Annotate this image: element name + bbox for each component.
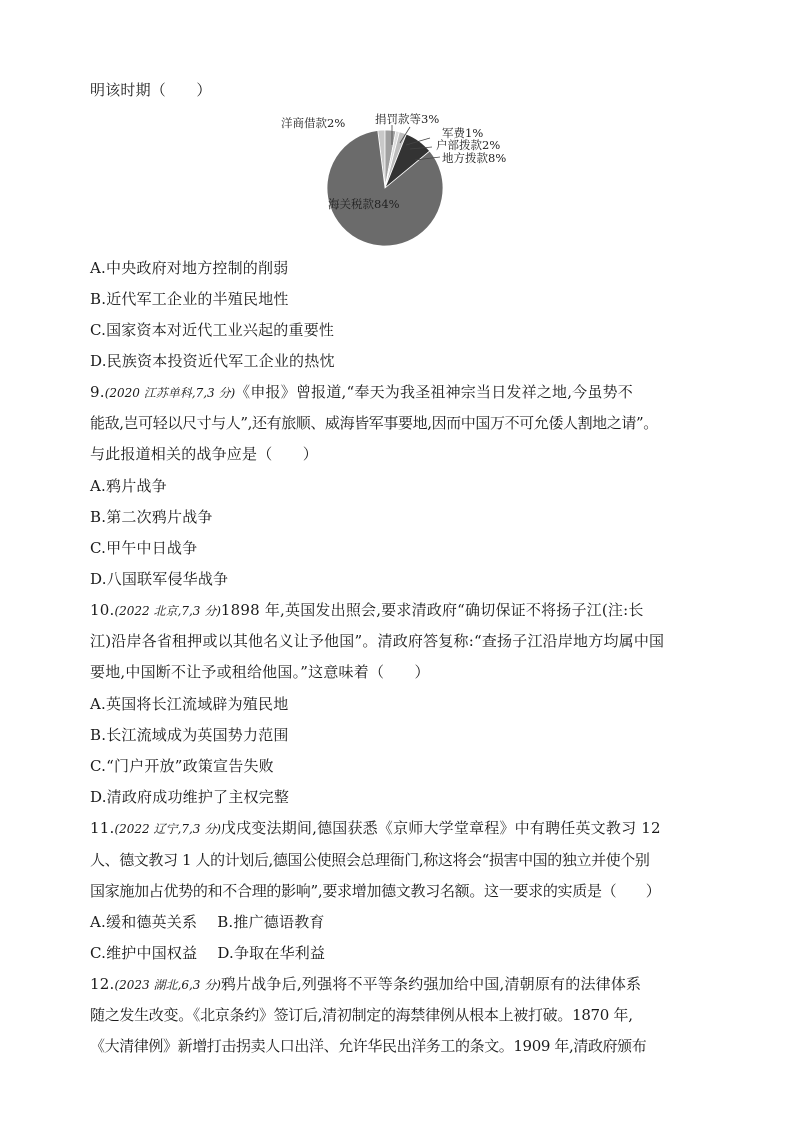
q9-stem-line1 (90, 382, 633, 403)
q11-option-c: C.维护中国权益 (90, 944, 198, 962)
pie-label-yangshang: 洋商借款2% (281, 116, 346, 130)
q11-option-a: A.缓和德英关系 (90, 913, 198, 931)
q9-source: (2020 江苏单科,7,3 分) (104, 386, 236, 400)
q11-stem-line1 (90, 818, 661, 839)
q8-option-d: D.民族资本投资近代军工企业的热忱 (90, 352, 335, 370)
q10-option-b: B.长江流域成为英国势力范围 (90, 726, 289, 744)
q8-option-b: B.近代军工企业的半殖民地性 (90, 290, 289, 308)
q12-stem-line1 (90, 974, 641, 995)
q11-options-row2 (90, 943, 325, 963)
q9-option-a: A.鸦片战争 (90, 477, 167, 495)
q8-option-a: A.中央政府对地方控制的削弱 (90, 259, 289, 277)
q10-option-d: D.清政府成功维护了主权完整 (90, 788, 290, 806)
q11-option-b: B.推广德语教育 (217, 913, 325, 931)
q9-option-c: C.甲午中日战争 (90, 539, 198, 557)
pie-label-hubu: 户部拨款2% (436, 138, 501, 152)
pie-label-difang: 地方拨款8% (442, 151, 507, 165)
q10-source: (2022 北京,7,3 分) (114, 604, 221, 618)
pie-label-haiguan: 海关税款84% (328, 197, 400, 211)
q11-options-row1 (90, 912, 325, 932)
q12-stem-text: 鸦片战争后,列强将不平等条约强加给中国,清朝原有的法律体系 (220, 975, 642, 993)
q11-option-d: D.争取在华利益 (217, 944, 326, 962)
pie-chart (260, 105, 540, 250)
q10-option-a: A.英国将长江流域辟为殖民地 (90, 695, 289, 713)
q9-stem-line2: 能敌,岂可轻以尺寸与人”,还有旅顺、威海皆军事要地,因而中国万不可允倭人割地之请”。 (90, 414, 658, 432)
q11-stem-line3: 国家施加占优势的和不合理的影响”,要求增加德文教习名额。这一要求的实质是（ ） (90, 882, 661, 900)
q10-stem-line2: 江)沿岸各省租押或以其他名义让予他国”。清政府答复称:“查扬子江沿岸地方均属中国 (90, 632, 665, 650)
q10-number: 10. (90, 601, 115, 619)
q12-number: 12. (90, 975, 115, 993)
q9-option-d: D.八国联军侵华战争 (90, 570, 229, 588)
q9-stem-text: 《申报》曾报道,“奉天为我圣祖神宗当日发祥之地,今虽势不 (235, 383, 633, 401)
q10-stem-text: 1898 年,英国发出照会,要求清政府“确切保证不将扬子江(注:长 (220, 601, 644, 619)
q8-option-c: C.国家资本对近代工业兴起的重要性 (90, 321, 335, 339)
q12-stem-line3: 《大清律例》新增打击拐卖人口出洋、允许华民出洋务工的条文。1909 年,清政府颁布 (90, 1037, 647, 1055)
pie-label-juanfa: 捐罚款等3% (375, 112, 440, 126)
q8-stem-tail: 明该时期（ ） (90, 81, 212, 99)
q11-stem-text: 戊戌变法期间,德国获悉《京师大学堂章程》中有聘任英文教习 12 (220, 819, 661, 837)
q11-number: 11. (90, 819, 115, 837)
q9-option-b: B.第二次鸦片战争 (90, 508, 213, 526)
q12-stem-line2: 随之发生改变。《北京条约》签订后,清初制定的海禁律例从根本上被打破。1870 年, (90, 1006, 633, 1024)
q9-stem-line3: 与此报道相关的战争应是（ ） (90, 445, 319, 463)
q10-stem-line1 (90, 600, 644, 621)
q11-stem-line2: 人、德文教习 1 人的计划后,德国公使照会总理衙门,称这将会“损害中国的独立并使个别 (90, 851, 650, 869)
q10-option-c: C.“门户开放”政策宣告失败 (90, 757, 274, 775)
pie-label-junfei: 军费1% (442, 126, 484, 140)
q9-number: 9. (90, 383, 105, 401)
q10-stem-line3: 要地,中国断不让予或租给他国。”这意味着（ ） (90, 663, 430, 681)
q12-source: (2023 湖北,6,3 分) (114, 978, 221, 992)
q11-source: (2022 辽宁,7,3 分) (114, 822, 221, 836)
